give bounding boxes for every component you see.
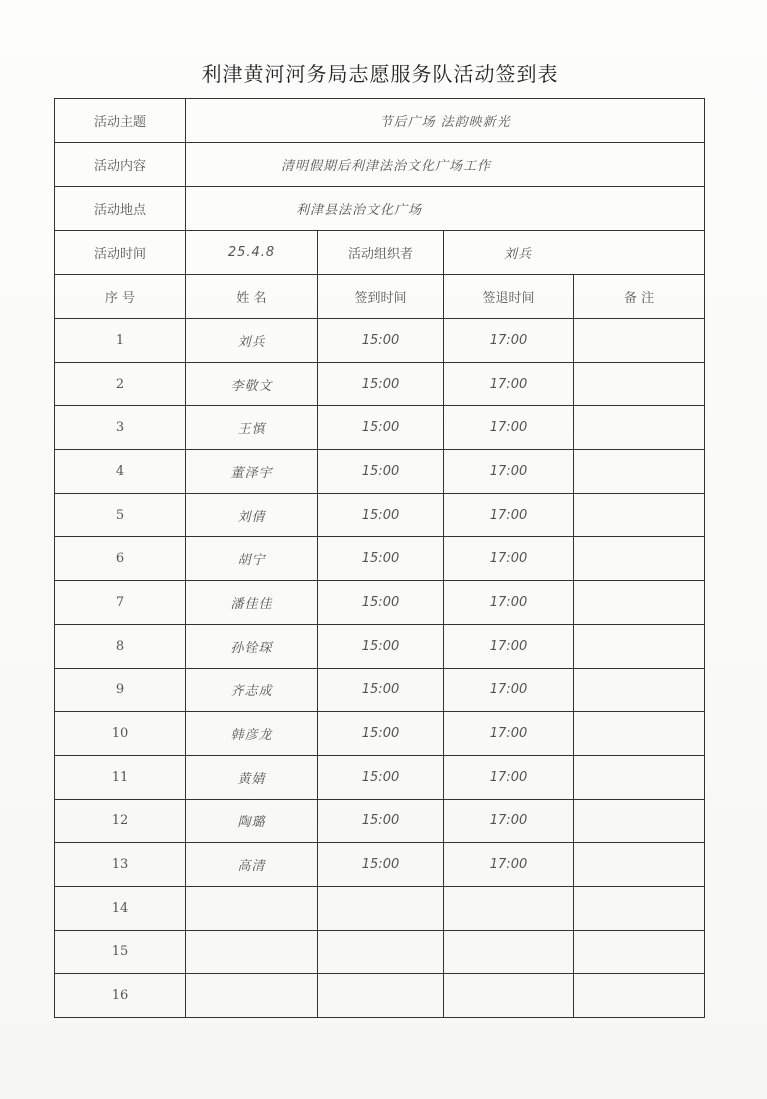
checkout-time <box>444 886 574 930</box>
remark-cell <box>574 712 705 756</box>
remark-cell <box>574 493 705 537</box>
table-row <box>55 668 705 712</box>
row-number: 12 <box>55 799 186 843</box>
checkin-time: 15:00 <box>318 712 444 756</box>
header-checkin: 签到时间 <box>318 275 444 319</box>
form-title: 利津黄河河务局志愿服务队活动签到表 <box>201 62 559 86</box>
remark-cell <box>574 581 705 625</box>
signer-name <box>186 930 318 974</box>
table-row <box>55 493 705 537</box>
table-row <box>55 624 705 668</box>
table-row <box>55 930 705 974</box>
content-row <box>55 143 705 187</box>
row-number: 5 <box>55 493 186 537</box>
remark-cell <box>574 974 705 1018</box>
location-value: 利津县法治文化广场 <box>186 187 705 231</box>
organizer-label: 活动组织者 <box>318 231 444 275</box>
checkout-time: 17:00 <box>444 668 574 712</box>
signer-name: 黄婧 <box>186 755 318 799</box>
time-row <box>55 231 705 275</box>
remark-cell <box>574 843 705 887</box>
row-number: 15 <box>55 930 186 974</box>
checkout-time: 17:00 <box>444 755 574 799</box>
checkout-time: 17:00 <box>444 799 574 843</box>
checkin-time <box>318 930 444 974</box>
signer-name: 高清 <box>186 843 318 887</box>
remark-cell <box>574 886 705 930</box>
time-label: 活动时间 <box>55 231 186 275</box>
header-name: 姓 名 <box>186 275 318 319</box>
checkin-time: 15:00 <box>318 755 444 799</box>
table-row <box>55 974 705 1018</box>
content-label: 活动内容 <box>55 143 186 187</box>
remark-cell <box>574 624 705 668</box>
row-number: 4 <box>55 450 186 494</box>
checkin-time: 15:00 <box>318 319 444 363</box>
remark-cell <box>574 406 705 450</box>
table-row <box>55 755 705 799</box>
location-label: 活动地点 <box>55 187 186 231</box>
row-number: 6 <box>55 537 186 581</box>
signer-name: 刘倩 <box>186 493 318 537</box>
row-number: 3 <box>55 406 186 450</box>
header-remark: 备 注 <box>574 275 705 319</box>
signer-name: 陶璐 <box>186 799 318 843</box>
theme-label: 活动主题 <box>55 99 186 143</box>
row-number: 7 <box>55 581 186 625</box>
table-row <box>55 537 705 581</box>
row-number: 8 <box>55 624 186 668</box>
signer-name: 李敬文 <box>186 362 318 406</box>
remark-cell <box>574 930 705 974</box>
checkin-time <box>318 886 444 930</box>
checkout-time: 17:00 <box>444 537 574 581</box>
row-number: 11 <box>55 755 186 799</box>
table-row <box>55 406 705 450</box>
row-number: 13 <box>55 843 186 887</box>
table-row <box>55 712 705 756</box>
table-row <box>55 799 705 843</box>
row-number: 10 <box>55 712 186 756</box>
remark-cell <box>574 537 705 581</box>
remark-cell <box>574 362 705 406</box>
row-number: 1 <box>55 319 186 363</box>
checkout-time: 17:00 <box>444 581 574 625</box>
remark-cell <box>574 450 705 494</box>
header-seq: 序 号 <box>55 275 186 319</box>
signer-name: 王慎 <box>186 406 318 450</box>
checkout-time: 17:00 <box>444 362 574 406</box>
checkout-time: 17:00 <box>444 624 574 668</box>
remark-cell <box>574 755 705 799</box>
content-value: 清明假期后利津法治文化广场工作 <box>186 143 705 187</box>
checkin-time: 15:00 <box>318 843 444 887</box>
remark-cell <box>574 319 705 363</box>
theme-row <box>55 99 705 143</box>
remark-cell <box>574 668 705 712</box>
checkin-time: 15:00 <box>318 450 444 494</box>
row-number: 9 <box>55 668 186 712</box>
checkin-time <box>318 974 444 1018</box>
time-value: 25.4.8 <box>186 231 318 275</box>
checkout-time: 17:00 <box>444 712 574 756</box>
checkin-time: 15:00 <box>318 493 444 537</box>
header-checkout: 签退时间 <box>444 275 574 319</box>
table-row <box>55 886 705 930</box>
checkin-time: 15:00 <box>318 624 444 668</box>
table-row <box>55 319 705 363</box>
signer-name: 齐志成 <box>186 668 318 712</box>
checkin-time: 15:00 <box>318 668 444 712</box>
row-number: 2 <box>55 362 186 406</box>
signer-name: 胡宁 <box>186 537 318 581</box>
checkout-time: 17:00 <box>444 319 574 363</box>
signer-name: 刘兵 <box>186 319 318 363</box>
remark-cell <box>574 799 705 843</box>
checkout-time: 17:00 <box>444 493 574 537</box>
row-number: 14 <box>55 886 186 930</box>
table-row <box>55 450 705 494</box>
signer-name: 潘佳佳 <box>186 581 318 625</box>
checkout-time: 17:00 <box>444 843 574 887</box>
sign-in-table <box>54 98 705 1018</box>
checkin-time: 15:00 <box>318 581 444 625</box>
row-number: 16 <box>55 974 186 1018</box>
location-row <box>55 187 705 231</box>
checkin-time: 15:00 <box>318 362 444 406</box>
organizer-value: 刘兵 <box>444 231 705 275</box>
table-row <box>55 581 705 625</box>
theme-value: 节后广场 法韵映新光 <box>186 99 705 143</box>
signer-name <box>186 974 318 1018</box>
table-row <box>55 843 705 887</box>
checkout-time: 17:00 <box>444 450 574 494</box>
checkin-time: 15:00 <box>318 537 444 581</box>
signer-name <box>186 886 318 930</box>
signer-name: 董泽宇 <box>186 450 318 494</box>
checkin-time: 15:00 <box>318 406 444 450</box>
signer-name: 韩彦龙 <box>186 712 318 756</box>
checkout-time <box>444 974 574 1018</box>
table-row <box>55 362 705 406</box>
checkout-time: 17:00 <box>444 406 574 450</box>
signer-name: 孙铨琛 <box>186 624 318 668</box>
column-header-row <box>55 275 705 319</box>
checkin-time: 15:00 <box>318 799 444 843</box>
checkout-time <box>444 930 574 974</box>
